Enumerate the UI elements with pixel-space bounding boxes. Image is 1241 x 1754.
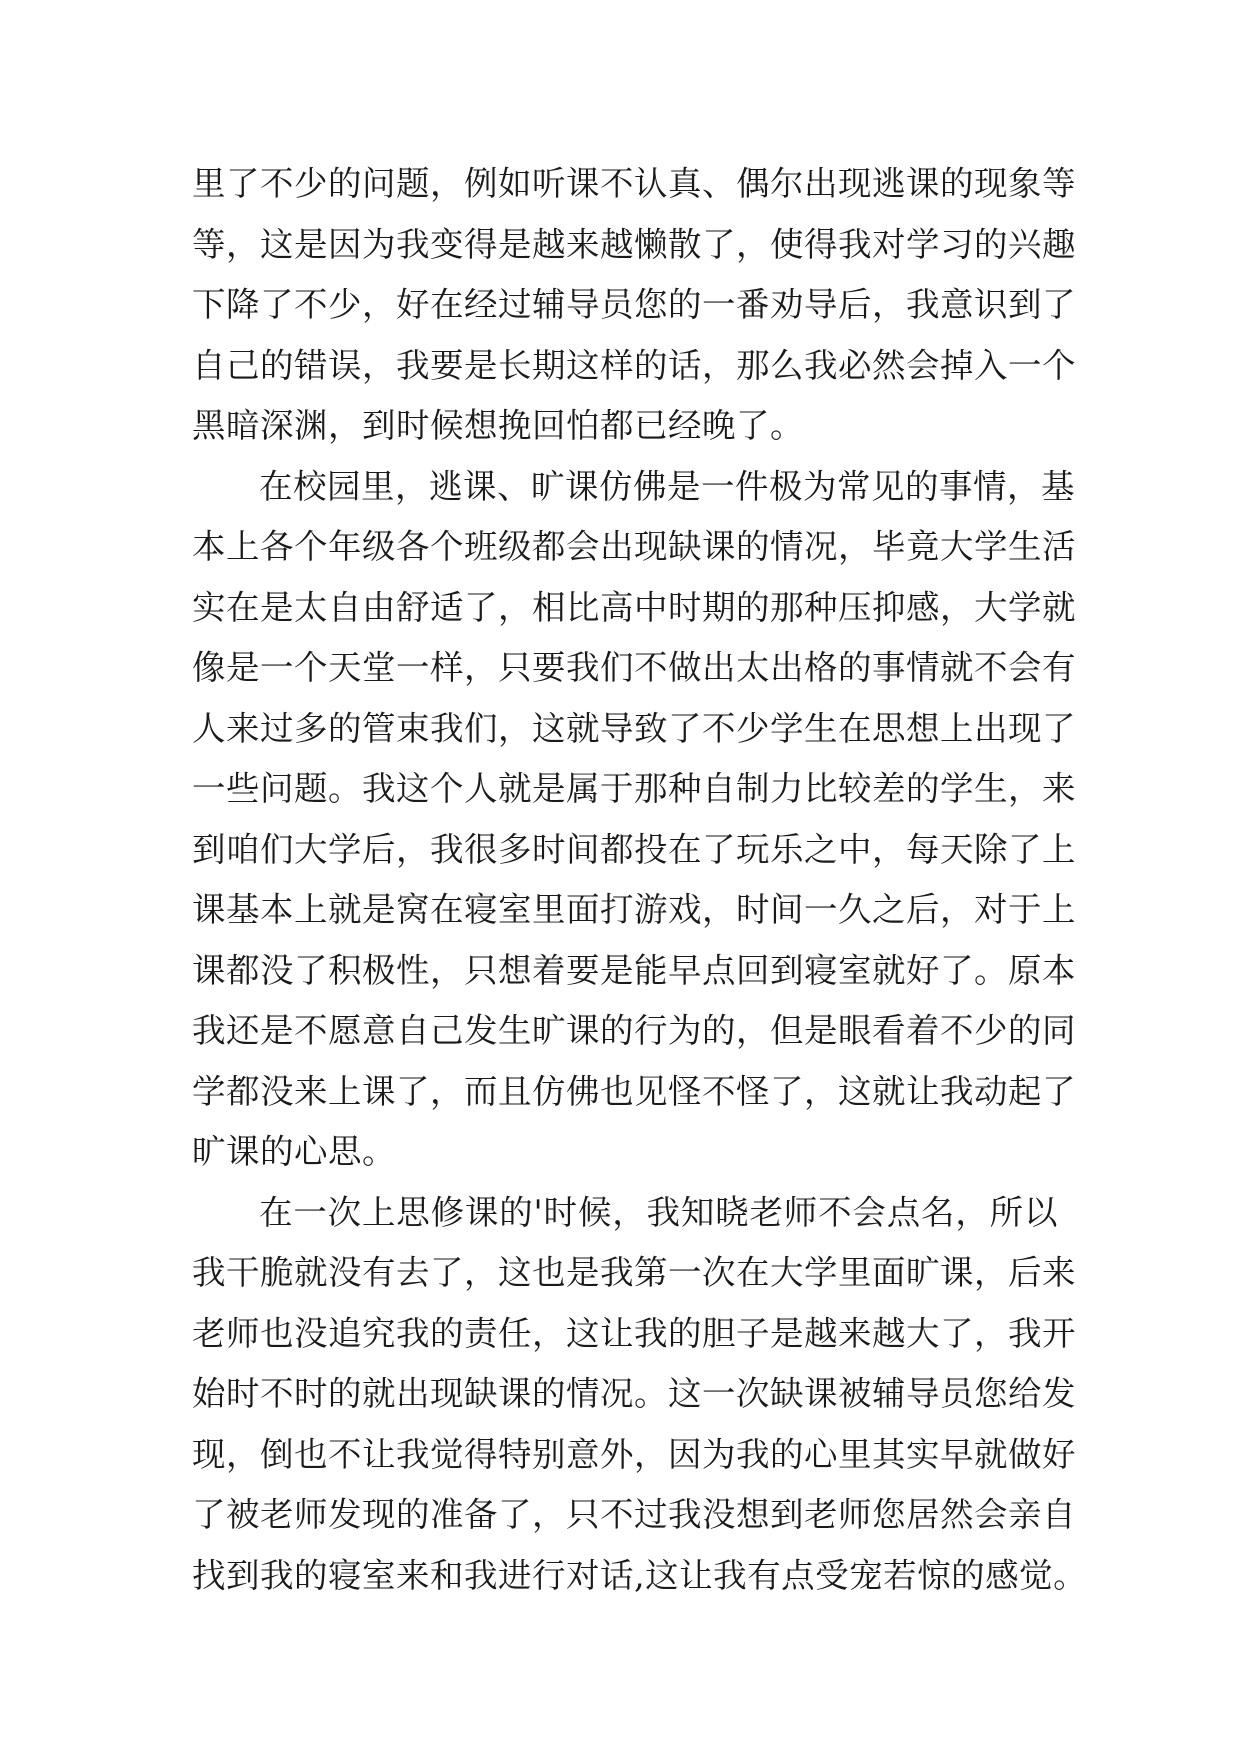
text-line: 在校园里，逃课、旷课仿佛是一件极为常见的事情，基	[259, 466, 1075, 506]
text-line: 里了不少的问题，例如听课不认真、偶尔出现逃课的现象等	[192, 164, 1076, 203]
paragraph-1	[192, 154, 1076, 457]
text-line: 黑暗深渊，到时候想挽回怕都已经晚了。	[192, 406, 804, 445]
text-line: 自己的错误，我要是长期这样的话，那么我必然会掉入一个	[192, 345, 1076, 385]
paragraph-2	[192, 457, 1076, 1183]
text-line: 下降了不少，好在经过辅导员您的一番劝导后，我意识到了	[192, 285, 1076, 324]
paragraph-3	[192, 1183, 1088, 1607]
text-line: 我干脆就没有去了，这也是我第一次在大学里面旷课，后来	[192, 1253, 1076, 1292]
text-line: 我还是不愿意自己发生旷课的行为的，但是眼看着不少的同	[192, 1011, 1076, 1050]
text-line: 等，这是因为我变得是越来越懒散了，使得我对学习的兴趣	[192, 224, 1076, 264]
text-line: 找到我的寝室来和我进行对话,这让我有点受宠若惊的感觉。	[192, 1555, 1088, 1595]
text-line: 了被老师发现的准备了，只不过我没想到老师您居然会亲自	[192, 1495, 1076, 1534]
text-line: 实在是太自由舒适了，相比高中时期的那种压抑感，大学就	[192, 587, 1076, 627]
text-line: 课都没了积极性，只想着要是能早点回到寝室就好了。原本	[192, 950, 1076, 990]
text-line: 旷课的心思。	[192, 1132, 396, 1171]
text-line: 老师也没追究我的责任，这让我的胆子是越来越大了，我开	[192, 1313, 1076, 1353]
text-line: 课基本上就是窝在寝室里面打游戏，时间一久之后，对于上	[192, 890, 1076, 929]
text-line: 现，倒也不让我觉得特别意外，因为我的心里其实早就做好	[192, 1434, 1076, 1474]
text-line: 像是一个天堂一样，只要我们不做出太出格的事情就不会有	[192, 648, 1076, 687]
text-line: 本上各个年级各个班级都会出现缺课的情况，毕竟大学生活	[192, 527, 1076, 566]
text-line: 人来过多的管束我们，这就导致了不少学生在思想上出现了	[192, 708, 1076, 748]
text-line: 一些问题。我这个人就是属于那种自制力比较差的学生，来	[192, 769, 1076, 808]
text-line: 始时不时的就出现缺课的情况。这一次缺课被辅导员您给发	[192, 1374, 1076, 1413]
text-line: 到咱们大学后，我很多时间都投在了玩乐之中，每天除了上	[192, 829, 1076, 869]
text-line: 在一次上思修课的'时候，我知晓老师不会点名，所以	[259, 1192, 1058, 1232]
document-body	[192, 154, 1088, 1606]
text-line: 学都没来上课了，而且仿佛也见怪不怪了，这就让我动起了	[192, 1071, 1076, 1111]
